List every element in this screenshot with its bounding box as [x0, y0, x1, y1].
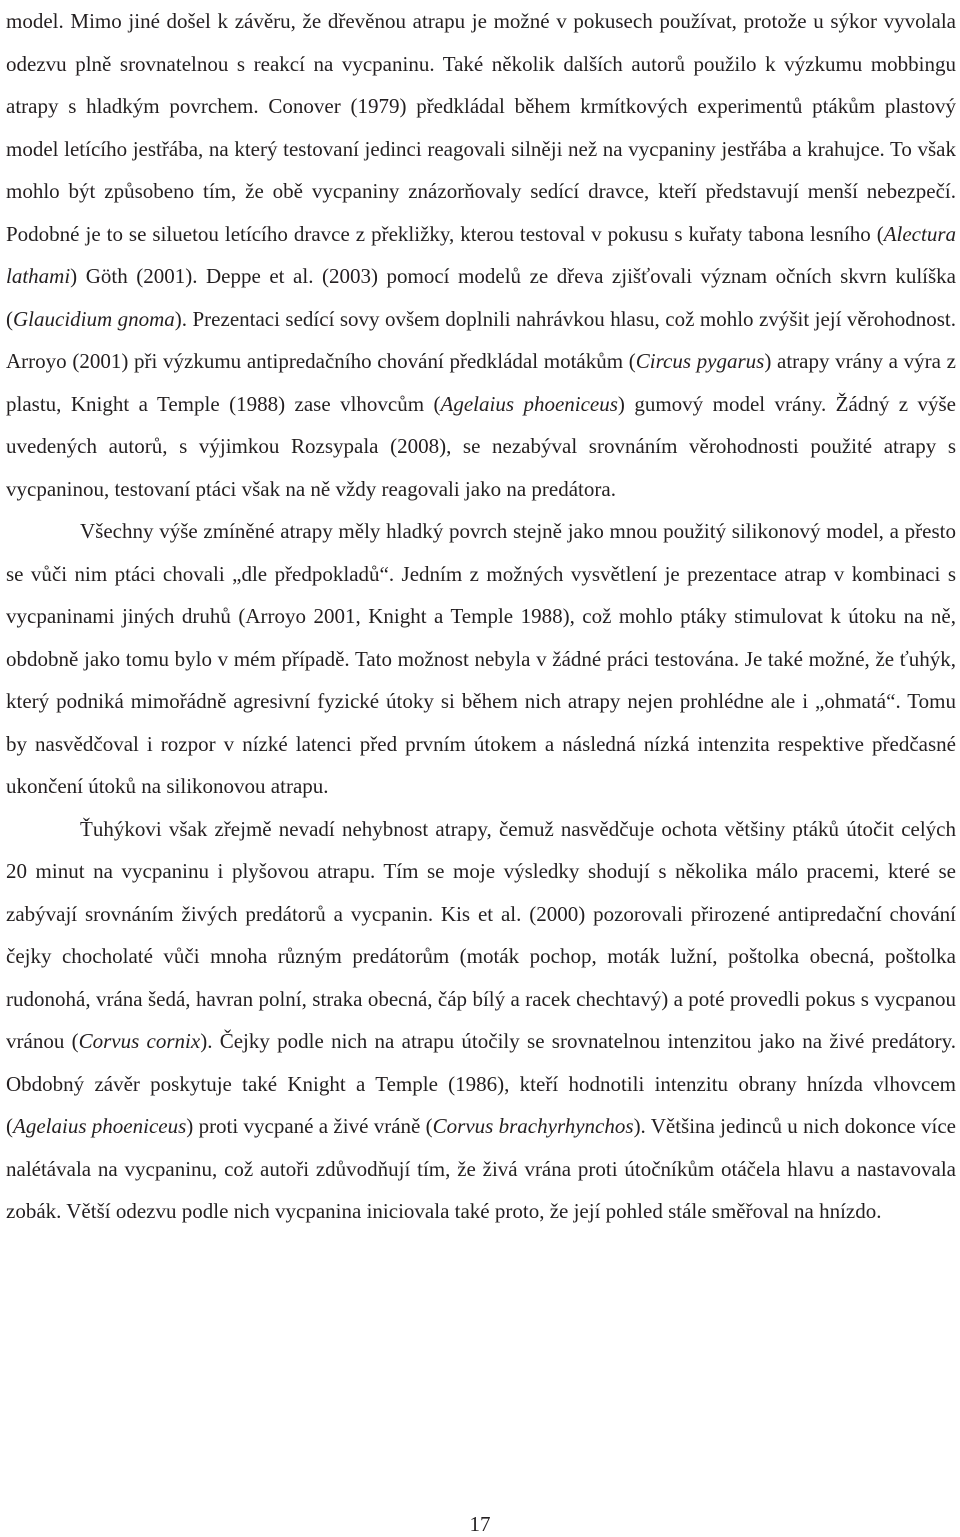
text-run: Všechny výše zmíněné atrapy měly hladký povrch stejně jako mnou použitý silikonový model, a přesto se vůči nim ptáci chovali „dle předpokladů“. Jedním z možných vysvětlení je prezentace atrap v kombinaci s vycpaninami jiných druhů (Arroyo 2001, Knight a Temple 1988), což mohlo ptáky stimulovat k útoku na ně, obdobně jako tomu bylo v mém případě. Tato možnost nebyla v žádné práci testována. Je také možné, že ťuhýk, který podniká mimořádně agresivní fyzické útoky si během nich atrapy nejen prohlédne ale i „ohmatá“. Tomu by nasvědčoval i rozpor v nízké latenci před prvním útokem a následná nízká intenzita respektive předčasné ukončení útoků na silikonovou atrapu.	[6, 519, 956, 798]
italic-species-name: Agelaius phoeniceus	[440, 391, 618, 416]
text-run: model. Mimo jiné došel k závěru, že dřevěnou atrapu je možné v pokusech používat, protože u sýkor vyvolala odezvu plně srovnatelnou s reakcí na vycpaninu. Také několik dalších autorů použilo k výzkumu mobbingu atrapy s hladkým povrchem. Conover (1979) předkládal během krmítkových experimentů ptákům plastový model letícího jestřába, na který testovaní jedinci reagovali silněji než na vycpaniny jestřába a krahujce. To však mohlo být způsobeno tím, že obě vycpaniny znázorňovaly sedící dravce, kteří představují menší nebezpečí. Podobné je to se siluetou letícího dravce z překližky, kterou testoval v pokusu s kuřaty tabona lesního (	[6, 9, 956, 246]
text-run: ). Prezentaci sedící sovy ovšem doplnili nahrávkou hlasu, což mohlo zvýšit její věrohodnost. Arroyo (2001) při výzkumu antipredačního chování předkládal motákům (	[6, 306, 956, 373]
text-run: ) gumový model vrány. Žádný z výše uvedených autorů, s výjimkou Rozsypala (2008), se nezabýval srovnáním věrohodnosti použité atrapy s vycpaninou, testovaní ptáci však na ně vždy reagovali jako na predátora.	[6, 391, 957, 501]
text-run: ). Čejky podle nich na atrapu útočily se srovnatelnou intenzitou jako na živé predátory. Obdobný závěr poskytuje také Knight a Temple (1986), kteří hodnotili intenzitu obrany hnízda vlhovcem (	[6, 1029, 956, 1138]
paragraph	[6, 510, 956, 808]
page-number: 17	[469, 1512, 491, 1536]
italic-species-name: Corvus cornix	[78, 1029, 201, 1053]
text-run: ) proti vycpané a živé vráně (	[186, 1114, 433, 1138]
text-run: ) atrapy vrány a výra z plastu, Knight a Temple (1988) zase vlhovcům (	[6, 349, 956, 416]
document-page	[6, 0, 956, 1233]
body-text	[6, 0, 956, 1233]
text-run: ). Většina jedinců u nich dokonce více nalétávala na vycpaninu, což autoři zdůvodňují tím, že živá vrána proti útočníkům otáčela hlavu a nastavovala zobák. Větší odezvu podle nich vycpanina iniciovala také proto, že její pohled stále směřoval na hnízdo.	[6, 1114, 956, 1223]
text-run: Ťuhýkovi však zřejmě nevadí nehybnost atrapy, čemuž nasvědčuje ochota většiny ptáků útočit celých 20 minut na vycpaninu i plyšovou atrapu. Tím se moje výsledky shodují s několika málo pracemi, které se zabývají srovnáním živých predátorů a vycpanin. Kis et al. (2000) pozorovali přirozené antipredační chování čejky chocholaté vůči mnoha různým predátorům (moták pochop, moták lužní, poštolka obecná, poštolka rudonohá, vrána šedá, havran polní, straka obecná, čáp bílý a racek chechtavý) a poté provedli pokus s vycpanou vránou (	[6, 816, 956, 1053]
paragraph	[6, 808, 956, 1233]
text-run: ) Göth (2001). Deppe et al. (2003) pomocí modelů ze dřeva zjišťovali význam očních skvrn kulíška (	[6, 264, 956, 331]
paragraph	[6, 0, 956, 510]
italic-species-name: Agelaius phoeniceus	[13, 1114, 187, 1138]
italic-species-name: Glaucidium gnoma	[13, 306, 175, 331]
italic-species-name: Circus pygarus	[635, 349, 765, 373]
italic-species-name: Corvus brachyrhynchos	[432, 1114, 634, 1138]
italic-species-name: Alectura lathami	[6, 221, 956, 288]
